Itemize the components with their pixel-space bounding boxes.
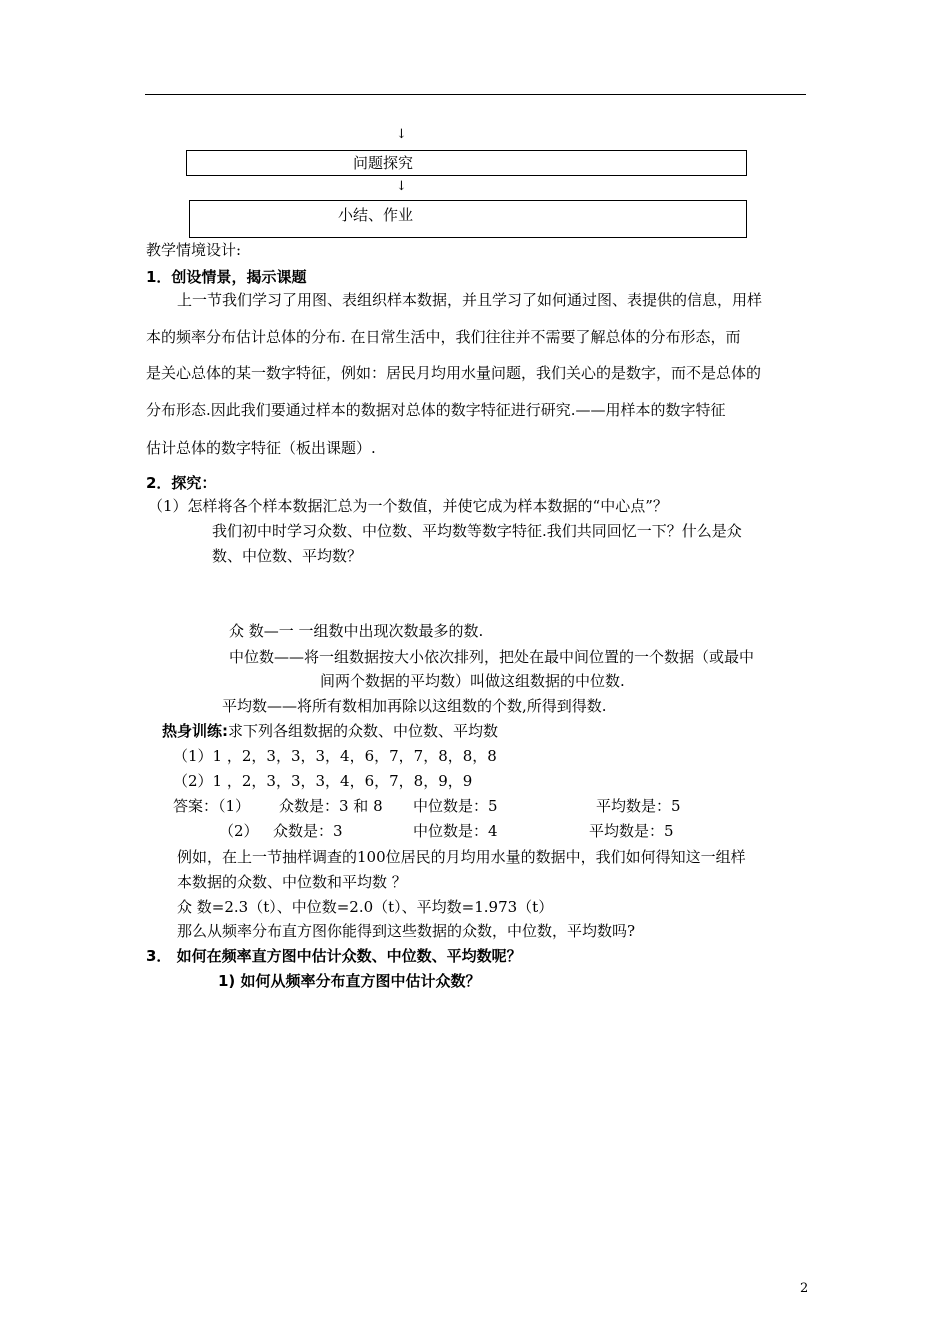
section-1-line-5: 估计总体的数字特征（板出课题）. [146,439,376,457]
definition-median-2: 间两个数据的平均数）叫做这组数据的中位数. [320,672,625,690]
flow-arrow-1: ↓ [396,127,407,142]
data-set-1: （1）1 ，2，3，3，3，4，6，7，7，8，8，8 [173,747,497,765]
data-set-2: （2）1 ，2，3，3，3，4，6，7，8，9，9 [173,772,473,790]
question-1-line-2: 数、中位数、平均数？ [212,547,363,565]
section-1-line-3: 是关心总体的某一数字特征，例如：居民月均用水量问题，我们关心的是数字，而不是总体的 [146,364,762,382]
definition-median-1: 中位数——将一组数据按大小依次排列，把处在最中间位置的一个数据（或最中 [229,648,755,666]
example-values: 众 数=2.3（t）、中位数=2.0（t）、平均数=1.973（t） [177,898,554,916]
question-1: （1）怎样将各个样本数据汇总为一个数值，并使它成为样本数据的“中心点”？ [148,497,668,515]
section-1-line-2: 本的频率分布估计总体的分布. 在日常生活中，我们往往并不需要了解总体的分布形态，而 [146,328,741,346]
answer-1-mode: 众数是：3 和 8 [279,797,383,815]
warmup-text: 求下列各组数据的众数、中位数、平均数 [228,722,499,740]
example-question: 那么从频率分布直方图你能得到这些数据的众数，中位数，平均数吗? [177,922,636,940]
warmup [162,722,498,740]
definition-mean: 平均数——将所有数相加再除以这组数的个数,所得到得数. [222,697,607,715]
warmup-label: 热身训练: [162,722,228,740]
section-3-sub-1: 1) 如何从频率分布直方图中估计众数？ [218,972,481,990]
answer-2-median: 中位数是：4 [413,822,498,840]
section-1-line-4: 分布形态.因此我们要通过样本的数据对总体的数字特征进行研究.——用样本的数字特征 [146,401,726,419]
page-number: 2 [800,1281,809,1296]
definition-mode: 众 数—一 一组数中出现次数最多的数. [229,622,484,640]
answer-label: 答案：（1） [173,797,251,815]
example-line-1: 例如，在上一节抽样调查的100位居民的月均用水量的数据中，我们如何得知这一组样 [177,848,746,866]
section-3-title: 3． 如何在频率直方图中估计众数、中位数、平均数呢？ [146,947,522,965]
answer-2-mean: 平均数是：5 [589,822,674,840]
example-line-2: 本数据的众数、中位数和平均数 ？ [177,873,407,891]
flow-box-summary [189,200,747,238]
flow-arrow-2: ↓ [396,179,407,194]
section-1-title: 1．创设情景，揭示课题 [146,268,307,286]
design-heading: 教学情境设计: [146,241,242,259]
flow-box-summary-label: 小结、作业 [338,206,414,224]
answer-2-label: （2） [219,822,259,840]
section-2-title: 2．探究： [146,474,217,492]
answer-1-mean: 平均数是：5 [596,797,681,815]
header-rule [145,94,806,95]
flow-box-inquiry [186,150,747,176]
question-1-line-1: 我们初中时学习众数、中位数、平均数等数字特征.我们共同回忆一下？什么是众 [212,522,742,540]
answer-2-mode: 众数是：3 [273,822,343,840]
section-1-line-1: 上一节我们学习了用图、表组织样本数据，并且学习了如何通过图、表提供的信息，用样 [177,291,763,309]
flow-box-inquiry-label: 问题探究 [353,154,414,172]
answer-1-median: 中位数是：5 [413,797,498,815]
